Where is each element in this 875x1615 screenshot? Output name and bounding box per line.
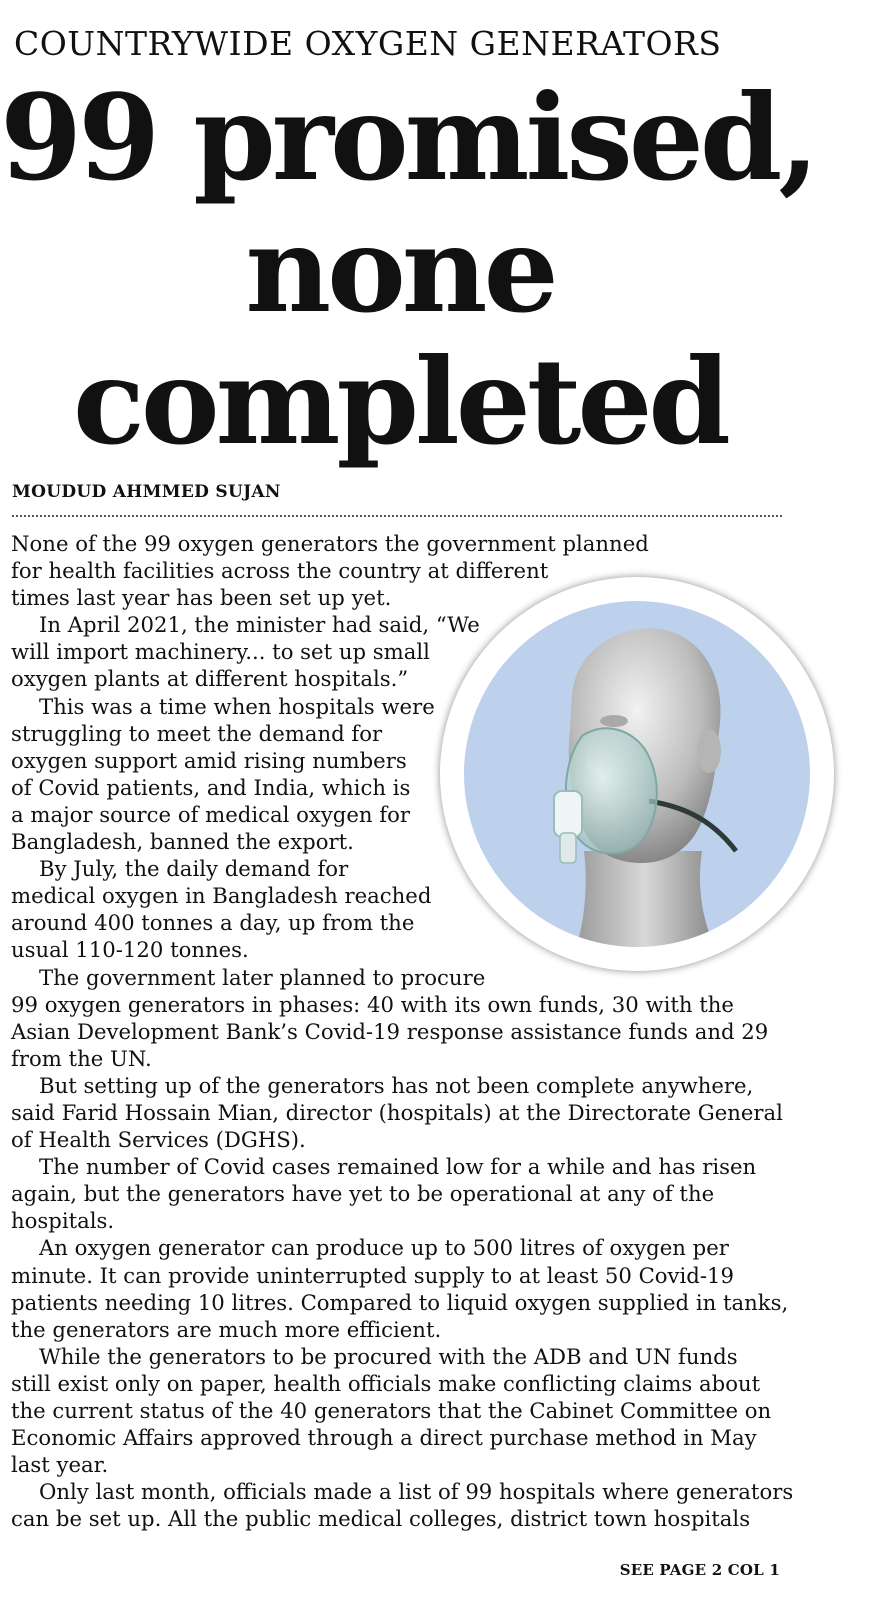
- mannequin-neck: [576, 851, 714, 947]
- headline-line-2: none: [245, 200, 555, 339]
- body-line: patients needing 10 litres. Compared to liquid oxygen supplied in tanks,: [11, 1289, 789, 1315]
- body-line: can be set up. All the public medical colleges, district town hospitals: [11, 1506, 751, 1532]
- body-line: for health facilities across the country at different: [11, 558, 549, 584]
- body-line: the generators are much more efficient.: [11, 1316, 442, 1342]
- body-line: the current status of the 40 generators that the Cabinet Committee on: [11, 1398, 772, 1423]
- article-photo: [440, 577, 834, 971]
- mannequin-oxygen-mask-image: [464, 601, 810, 947]
- body-line: While the generators to be procured with the ADB and UN funds: [39, 1343, 738, 1369]
- body-line: Economic Affairs approved through a direct purchase method in May: [11, 1425, 757, 1451]
- body-line: will import machinery... to set up small: [11, 639, 430, 665]
- body-line: None of the 99 oxygen generators the government planned: [11, 531, 649, 556]
- body-line: But setting up of the generators has not been complete anywhere,: [39, 1072, 754, 1098]
- mask-tube-connector: [560, 833, 576, 863]
- body-line: times last year has been set up yet.: [11, 585, 392, 611]
- body-line: of Covid patients, and India, which is: [11, 774, 411, 800]
- continuation-note: SEE PAGE 2 COL 1: [619, 1561, 780, 1579]
- body-line: By July, the daily demand for: [39, 856, 349, 882]
- body-line: usual 110-120 tonnes.: [11, 937, 249, 963]
- body-line: again, but the generators have yet to be operational at any of the: [11, 1181, 715, 1207]
- body-line: still exist only on paper, health officials make conflicting claims about: [11, 1370, 761, 1396]
- headline: [0, 68, 816, 471]
- photo-backdrop: [464, 601, 810, 947]
- body-line: Only last month, officials made a list of 99 hospitals where generators: [39, 1479, 794, 1505]
- body-line: This was a time when hospitals were: [39, 693, 435, 719]
- body-line: said Farid Hossain Mian, director (hospitals) at the Directorate General: [11, 1099, 783, 1125]
- mask-valve: [554, 791, 582, 837]
- mannequin-eye: [600, 715, 628, 727]
- body-line: In April 2021, the minister had said, “We: [39, 612, 480, 638]
- body-line: of Health Services (DGHS).: [11, 1127, 306, 1153]
- body-line: Asian Development Bank’s Covid-19 response assistance funds and 29: [11, 1018, 769, 1044]
- body-line: minute. It can provide uninterrupted supply to at least 50 Covid-19: [11, 1262, 734, 1288]
- headline-line-1: 99 promised,: [0, 68, 816, 207]
- body-line: hospitals.: [11, 1208, 115, 1234]
- mannequin-ear: [697, 729, 721, 773]
- kicker: COUNTRYWIDE OXYGEN GENERATORS: [14, 24, 722, 63]
- body-line: medical oxygen in Bangladesh reached: [11, 883, 432, 909]
- body-line: The number of Covid cases remained low for a while and has risen: [39, 1154, 757, 1180]
- body-line: Bangladesh, banned the export.: [11, 829, 354, 855]
- body-line: struggling to meet the demand for: [11, 720, 383, 746]
- body-line: around 400 tonnes a day, up from the: [11, 910, 415, 936]
- body-line: The government later planned to procure: [39, 964, 486, 990]
- body-line: 99 oxygen generators in phases: 40 with its own funds, 30 with the: [11, 991, 734, 1017]
- byline: MOUDUD AHMMED SUJAN: [12, 482, 281, 502]
- body-line: last year.: [11, 1452, 109, 1478]
- body-line: oxygen plants at different hospitals.”: [11, 666, 409, 692]
- body-line: from the UN.: [11, 1045, 152, 1071]
- body-line: a major source of medical oxygen for: [11, 801, 411, 827]
- body-line: oxygen support amid rising numbers: [11, 747, 407, 773]
- headline-line-3: completed: [73, 332, 727, 471]
- body-line: An oxygen generator can produce up to 500 litres of oxygen per: [39, 1235, 729, 1261]
- dotted-divider: [12, 515, 782, 517]
